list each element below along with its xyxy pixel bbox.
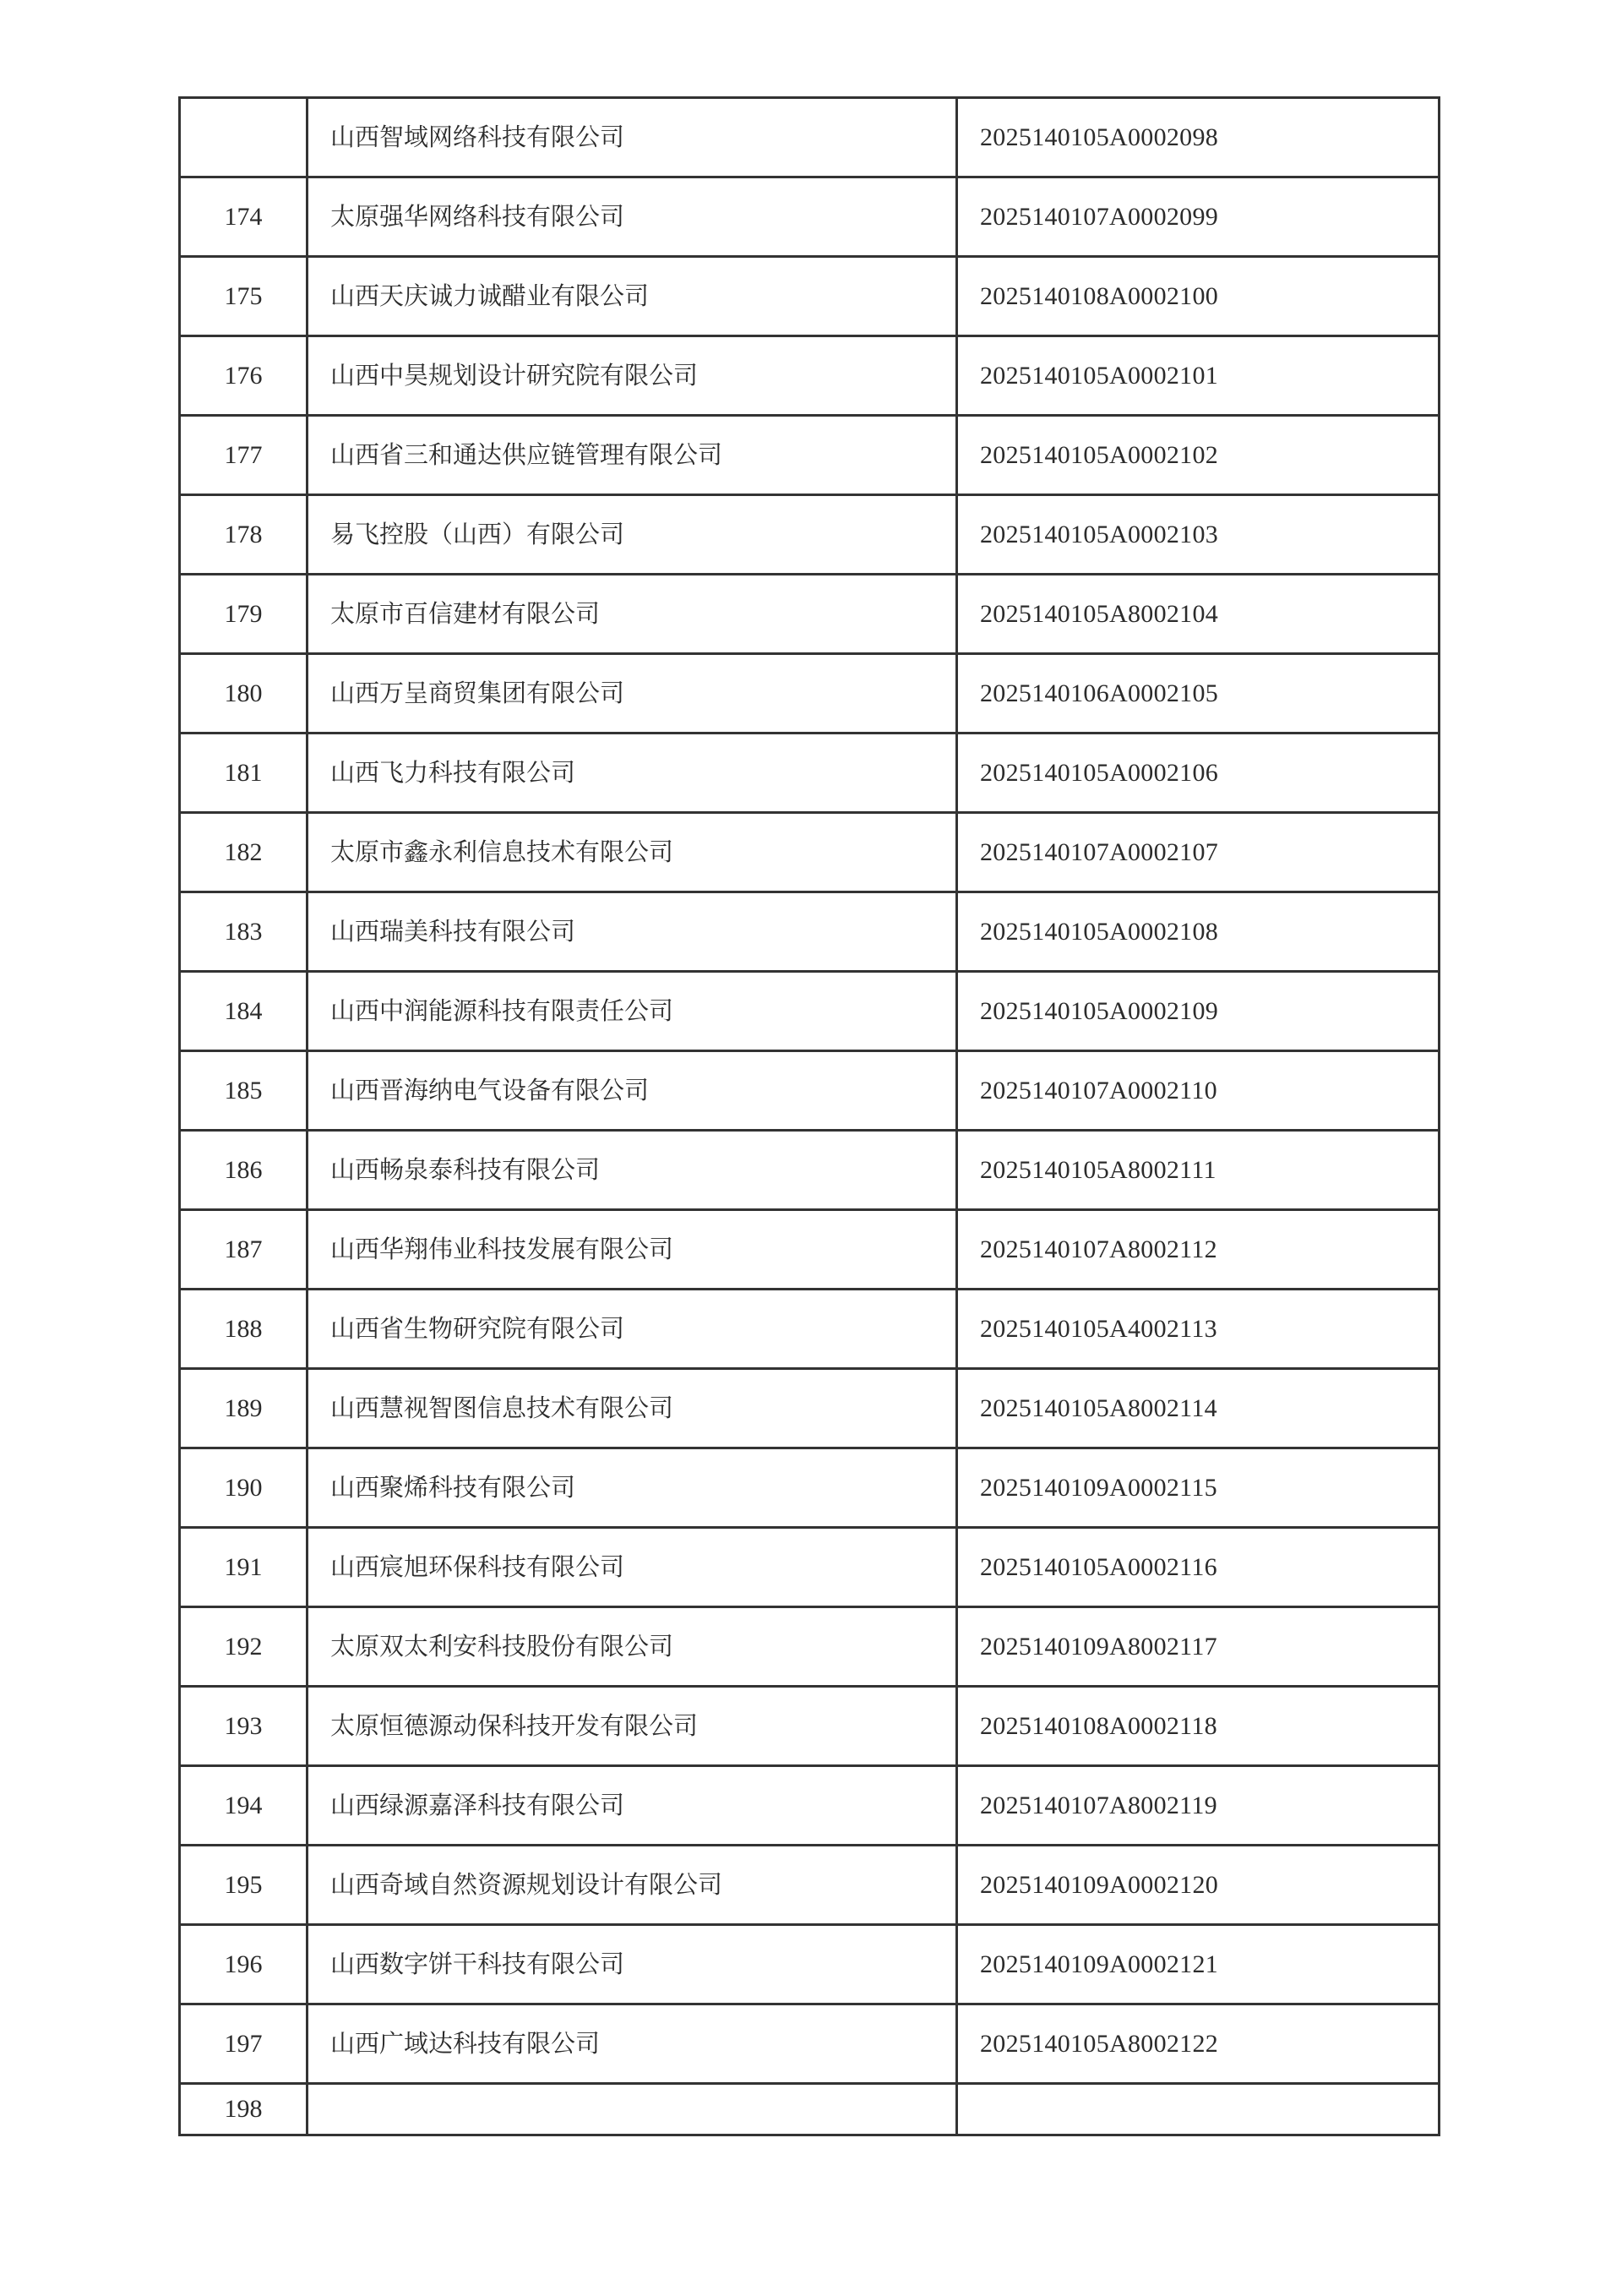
registration-code: 2025140105A8002104 [957, 575, 1440, 654]
registration-code: 2025140105A0002103 [957, 495, 1440, 575]
table-row [180, 813, 1440, 892]
registration-code: 2025140105A0002101 [957, 336, 1440, 416]
row-number: 197 [180, 2004, 308, 2084]
table-row [180, 257, 1440, 336]
company-name: 太原强华网络科技有限公司 [308, 177, 957, 257]
table-row [180, 1369, 1440, 1448]
table-body [180, 98, 1440, 2135]
table-row [180, 336, 1440, 416]
company-name: 太原双太利安科技股份有限公司 [308, 1607, 957, 1687]
company-name: 山西数字饼干科技有限公司 [308, 1925, 957, 2004]
registration-code: 2025140105A0002098 [957, 98, 1440, 177]
table-row [180, 1528, 1440, 1607]
company-name: 山西飞力科技有限公司 [308, 734, 957, 813]
company-name: 太原恒德源动保科技开发有限公司 [308, 1687, 957, 1766]
table-row [180, 2084, 1440, 2135]
company-name: 山西中润能源科技有限责任公司 [308, 972, 957, 1051]
table-row [180, 972, 1440, 1051]
table-row [180, 1846, 1440, 1925]
registration-code: 2025140106A0002105 [957, 654, 1440, 734]
company-name: 山西天庆诚力诚醋业有限公司 [308, 257, 957, 336]
registration-code: 2025140108A0002100 [957, 257, 1440, 336]
row-number: 195 [180, 1846, 308, 1925]
row-number: 174 [180, 177, 308, 257]
registration-code: 2025140105A4002113 [957, 1290, 1440, 1369]
table-row [180, 1925, 1440, 2004]
table-row [180, 495, 1440, 575]
registration-code: 2025140107A8002119 [957, 1766, 1440, 1846]
registration-code: 2025140105A8002111 [957, 1131, 1440, 1210]
row-number: 179 [180, 575, 308, 654]
registration-code [957, 2084, 1440, 2135]
row-number: 193 [180, 1687, 308, 1766]
registration-code: 2025140107A0002099 [957, 177, 1440, 257]
table-row [180, 98, 1440, 177]
registration-code: 2025140105A8002114 [957, 1369, 1440, 1448]
table-row [180, 2004, 1440, 2084]
company-name: 山西智域网络科技有限公司 [308, 98, 957, 177]
table-row [180, 1210, 1440, 1290]
registration-code: 2025140105A0002106 [957, 734, 1440, 813]
row-number: 188 [180, 1290, 308, 1369]
row-number: 175 [180, 257, 308, 336]
company-name: 山西瑞美科技有限公司 [308, 892, 957, 972]
table-row [180, 654, 1440, 734]
company-name: 山西省生物研究院有限公司 [308, 1290, 957, 1369]
registration-code: 2025140107A0002107 [957, 813, 1440, 892]
registration-code: 2025140105A0002108 [957, 892, 1440, 972]
company-name: 太原市鑫永利信息技术有限公司 [308, 813, 957, 892]
company-registry-table [178, 96, 1440, 2136]
registration-code: 2025140109A0002115 [957, 1448, 1440, 1528]
table-row [180, 575, 1440, 654]
row-number: 181 [180, 734, 308, 813]
row-number: 187 [180, 1210, 308, 1290]
row-number: 198 [180, 2084, 308, 2135]
registration-code: 2025140105A0002116 [957, 1528, 1440, 1607]
row-number: 186 [180, 1131, 308, 1210]
company-name: 山西广域达科技有限公司 [308, 2004, 957, 2084]
registration-code: 2025140105A0002109 [957, 972, 1440, 1051]
row-number: 192 [180, 1607, 308, 1687]
row-number: 177 [180, 416, 308, 495]
registration-code: 2025140109A8002117 [957, 1607, 1440, 1687]
company-name [308, 2084, 957, 2135]
table-row [180, 1131, 1440, 1210]
table-row [180, 1607, 1440, 1687]
table-row [180, 734, 1440, 813]
row-number: 182 [180, 813, 308, 892]
company-name: 山西万呈商贸集团有限公司 [308, 654, 957, 734]
company-name: 太原市百信建材有限公司 [308, 575, 957, 654]
registration-code: 2025140107A0002110 [957, 1051, 1440, 1131]
table-row [180, 1448, 1440, 1528]
row-number: 176 [180, 336, 308, 416]
row-number: 180 [180, 654, 308, 734]
registration-code: 2025140105A8002122 [957, 2004, 1440, 2084]
table-row [180, 177, 1440, 257]
company-name: 山西宸旭环保科技有限公司 [308, 1528, 957, 1607]
row-number: 178 [180, 495, 308, 575]
registration-code: 2025140107A8002112 [957, 1210, 1440, 1290]
row-number: 183 [180, 892, 308, 972]
company-name: 山西聚烯科技有限公司 [308, 1448, 957, 1528]
company-name: 易飞控股（山西）有限公司 [308, 495, 957, 575]
row-number: 184 [180, 972, 308, 1051]
table-row [180, 1687, 1440, 1766]
table-row [180, 1051, 1440, 1131]
row-number: 196 [180, 1925, 308, 2004]
table-row [180, 1766, 1440, 1846]
row-number [180, 98, 308, 177]
company-name: 山西绿源嘉泽科技有限公司 [308, 1766, 957, 1846]
table-row [180, 892, 1440, 972]
company-name: 山西中昊规划设计研究院有限公司 [308, 336, 957, 416]
company-name: 山西奇域自然资源规划设计有限公司 [308, 1846, 957, 1925]
row-number: 189 [180, 1369, 308, 1448]
company-name: 山西省三和通达供应链管理有限公司 [308, 416, 957, 495]
company-name: 山西华翔伟业科技发展有限公司 [308, 1210, 957, 1290]
row-number: 191 [180, 1528, 308, 1607]
table-row [180, 1290, 1440, 1369]
company-name: 山西慧视智图信息技术有限公司 [308, 1369, 957, 1448]
registration-code: 2025140109A0002121 [957, 1925, 1440, 2004]
registration-code: 2025140108A0002118 [957, 1687, 1440, 1766]
row-number: 185 [180, 1051, 308, 1131]
company-name: 山西晋海纳电气设备有限公司 [308, 1051, 957, 1131]
company-name: 山西畅泉泰科技有限公司 [308, 1131, 957, 1210]
registration-code: 2025140105A0002102 [957, 416, 1440, 495]
registration-code: 2025140109A0002120 [957, 1846, 1440, 1925]
table-row [180, 416, 1440, 495]
row-number: 190 [180, 1448, 308, 1528]
row-number: 194 [180, 1766, 308, 1846]
